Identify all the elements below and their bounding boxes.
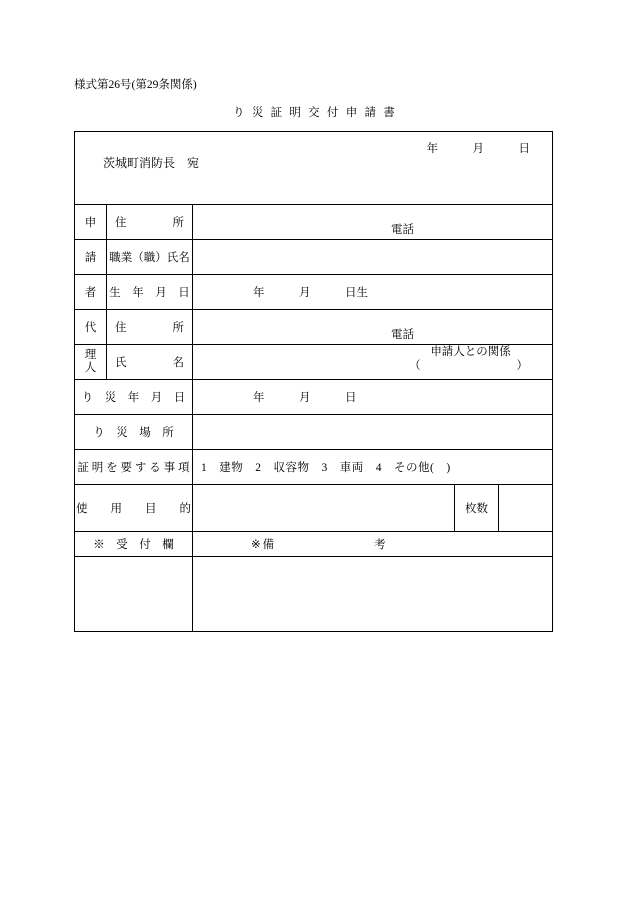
agent-phone-label: 電話 xyxy=(391,329,414,341)
agent-name-field[interactable] xyxy=(193,345,553,380)
applicant-name-field[interactable] xyxy=(193,240,553,275)
applicant-label-char-1: 申 xyxy=(75,205,107,240)
certify-items-options[interactable] xyxy=(193,450,553,485)
remarks-header-inner xyxy=(193,532,552,556)
form-header-cell xyxy=(75,132,553,205)
agent-name-label: 氏 名 xyxy=(107,345,193,380)
table-row xyxy=(75,380,553,415)
relationship-note xyxy=(403,345,538,374)
table-row xyxy=(75,345,553,380)
page-title: り 災 証 明 交 付 申 請 書 xyxy=(233,107,397,119)
reception-field[interactable] xyxy=(75,557,193,632)
disaster-place-field[interactable] xyxy=(193,415,553,450)
disaster-date-field[interactable] xyxy=(193,380,553,415)
applicant-birthdate-label: 生 年 月 日 xyxy=(107,275,193,310)
reception-column-header: ※ 受 付 欄 xyxy=(75,532,193,557)
purpose-field[interactable] xyxy=(193,485,455,532)
table-row xyxy=(75,557,553,632)
table-row xyxy=(75,450,553,485)
remarks-mark: ※ xyxy=(251,539,263,551)
agent-label-char-2 xyxy=(75,345,107,380)
table-row xyxy=(75,532,553,557)
table-row xyxy=(75,240,553,275)
disaster-date-value: 年 月 日 xyxy=(253,392,357,404)
remarks-word: 考 xyxy=(374,539,386,551)
sheets-label: 枚数 xyxy=(455,485,499,532)
remarks-column-header xyxy=(193,532,553,557)
submission-date-line: 年 月 日 xyxy=(426,143,531,155)
applicant-address-label: 住 所 xyxy=(107,205,193,240)
applicant-address-field[interactable] xyxy=(193,205,553,240)
certify-items-options-text: 1 建物 2 収容物 3 車両 4 その他( ) xyxy=(201,462,451,474)
applicant-birthdate-value: 年 月 日生 xyxy=(253,287,368,299)
table-row xyxy=(75,275,553,310)
purpose-label: 使 用 目 的 xyxy=(75,485,193,532)
relationship-note-label: 申請人との関係 xyxy=(430,346,511,358)
sheets-field[interactable] xyxy=(499,485,553,532)
applicant-name-label: 職業（職）氏名 xyxy=(107,240,193,275)
addressee-line: 茨城町消防長 宛 xyxy=(103,156,200,170)
relationship-note-blank: （ ） xyxy=(409,360,539,373)
disaster-place-label: り 災 場 所 xyxy=(75,415,193,450)
table-row xyxy=(75,310,553,345)
applicant-label-char-2: 請 xyxy=(75,240,107,275)
certify-items-label: 証 明 を 要 す る 事 項 xyxy=(75,450,193,485)
disaster-date-label: り 災 年 月 日 xyxy=(75,380,193,415)
remarks-field[interactable] xyxy=(193,557,553,632)
applicant-label-char-3: 者 xyxy=(75,275,107,310)
table-row xyxy=(75,205,553,240)
agent-label-char-1: 代 xyxy=(75,310,107,345)
agent-label-char-2-text: 理 xyxy=(84,348,97,361)
agent-address-label: 住 所 xyxy=(107,310,193,345)
table-row xyxy=(75,132,553,205)
table-row xyxy=(75,415,553,450)
remarks-label: 備 xyxy=(262,539,275,551)
table-row xyxy=(75,485,553,532)
applicant-phone-label: 電話 xyxy=(391,224,414,236)
agent-label-char-3: 人 xyxy=(84,362,97,374)
form-number: 様式第26号(第29条関係) xyxy=(74,79,197,91)
applicant-birthdate-field[interactable] xyxy=(193,275,553,310)
application-form-table xyxy=(74,131,553,632)
agent-address-field[interactable] xyxy=(193,310,553,345)
